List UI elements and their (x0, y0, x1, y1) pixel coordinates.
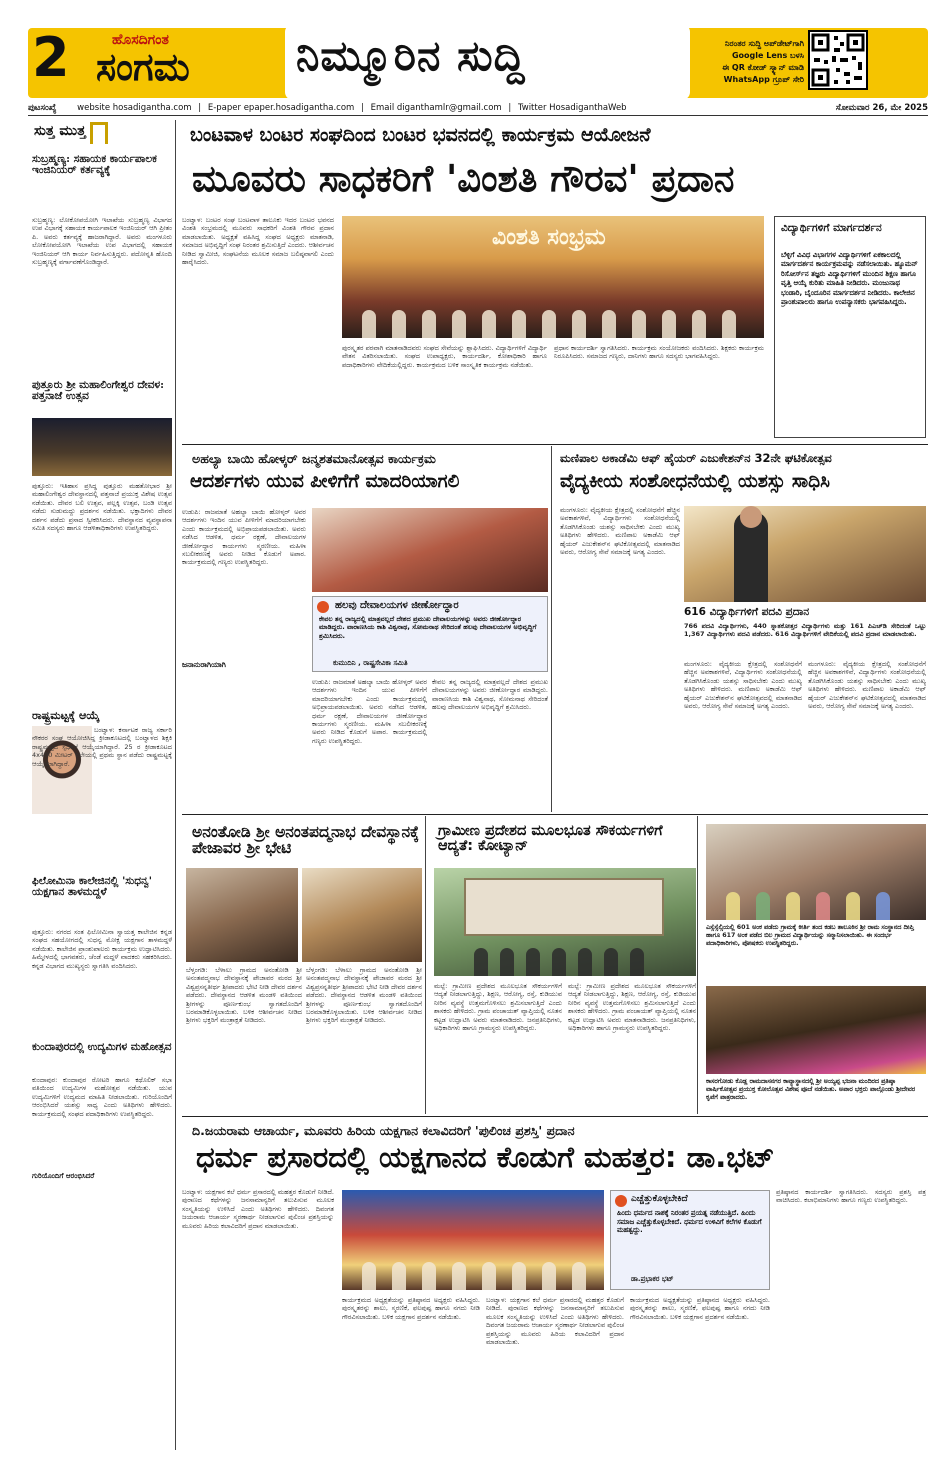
divider-1 (182, 444, 928, 445)
yakshagana-body-mid: ಕಾರ್ಯಕ್ರಮದ ಅಧ್ಯಕ್ಷತೆಯನ್ನು ಪ್ರತಿಷ್ಠಾನದ ಅಧ್ಯಕ್ಷರು ವಹಿಸಿದ್ದರು. ಪುರಸ್ಕೃತರನ್ನು ಶಾಲು, ಸ್ಮರಣಿಕೆ, ಫಲಪುಷ್ಪ ಹಾಗೂ ನಗದು ನೀಡಿ ಗೌರವಿಸಲಾಯಿತು. ಬಳಿಕ ಯಕ್ಷಗಾನ ಪ್ರದರ್ಶನ ನಡೆಯಿತು. (342, 1296, 480, 1321)
yakshagana-story (182, 1118, 928, 1450)
students-photo (706, 824, 926, 920)
ahilya-quote-author: ಕುಮುದಿನಿ , ರಾಷ್ಟ್ರಸೇವಿಕಾ ಸಮಿತಿ (333, 659, 408, 667)
qr-code-icon[interactable] (808, 30, 868, 90)
ahilya-body: ಉಡುಪಿ: ರಾಜಮಾತೆ ಅಹಲ್ಯಾ ಬಾಯಿ ಹೋಳ್ಕರ್ ಅವರ ಆದರ್ಶಗಳು ಇಂದಿನ ಯುವ ಪೀಳಿಗೆಗೆ ಮಾದರಿಯಾಗಬೇಕು ಎಂದು ಕಾರ್ಯಕ್ರಮದಲ್ಲಿ ಅಭಿಪ್ರಾಯಪಡಲಾಯಿತು. ಅವರು ನಡೆಸಿದ ಆಡಳಿತ, ಧರ್ಮ ರಕ್ಷಣೆ, ದೇವಾಲಯಗಳ ಜೀರ್ಣೋದ್ಧಾರ ಕಾರ್ಯಗಳು ಸ್ಮರಣೀಯ. ಮಹಿಳಾ ಸಬಲೀಕರಣಕ್ಕೆ ಅವರು ನೀಡಿದ ಕೊಡುಗೆ ಅಪಾರ. ಕಾರ್ಯಕ್ರಮದಲ್ಲಿ ಗಣ್ಯರು ಉಪಸ್ಥಿತರಿದ್ದರು. (182, 508, 306, 567)
sidebar-s3-body: ಬಂಟ್ವಾಳ: ಕರ್ನಾಟಕ ರಾಜ್ಯ ಸರ್ಕಾರಿ ನೌಕರರ ಸಂಘ ಆಯೋಜಿಸಿದ್ದ ಕ್ರೀಡಾಕೂಟದಲ್ಲಿ ಬಂಟ್ವಾಳದ ಶಿಕ್ಷಕಿ ರಾಷ್ಟ್ರಮಟ್ಟದ ಸ್ಪರ್ಧೆಗೆ ಆಯ್ಕೆಯಾಗಿದ್ದಾರೆ. 25 ರ ಕ್ರೀಡಾಕೂಟದ 4x400 ಮೀಟರ್ ರಿಲೇಯಲ್ಲಿ ಪ್ರಥಮ ಸ್ಥಾನ ಪಡೆದು ರಾಷ್ಟ್ರಮಟ್ಟಕ್ಕೆ ಆಯ್ಕೆಯಾಗಿದ್ದಾರೆ. (32, 726, 172, 768)
yakshagana-kicker: ದಿ.ಜಯರಾಮ ಆಚಾರ್ಯ, ಮೂವರು ಹಿರಿಯ ಯಕ್ಷಗಾನ ಕಲಾವಿದರಿಗೆ 'ಪುಲಿಂಚ ಪ್ರಶಸ್ತಿ' ಪ್ರದಾನ (192, 1123, 575, 1138)
sidebar-s5-title: ಕುಂದಾಪುರದಲ್ಲಿ ಉದ್ಯಮಿಗಳ ಮಹೋತ್ಸವ (32, 1041, 172, 1053)
lead-body-left: ಬಂಟ್ವಾಳ: ಬಂಟರ ಸಂಘ ಬಂಟವಾಳ ತಾಲೂಕು ಇದರ ಬಂಟರ ಭವನದ ವಿಂಶತಿ ಸಂಭ್ರಮದಲ್ಲಿ ಮೂವರು ಸಾಧಕರಿಗೆ ವಿಂಶತಿ ಗೌರವ ಪ್ರದಾನ ಮಾಡಲಾಯಿತು. ಅಧ್ಯಕ್ಷತೆ ವಹಿಸಿದ್ದ ಸಂಘದ ಅಧ್ಯಕ್ಷರು ಮಾತನಾಡಿ, ಸಮಾಜದ ಅಭಿವೃದ್ಧಿಗೆ ಸಂಘ ನಿರಂತರ ಶ್ರಮಿಸುತ್ತಿದೆ ಎಂದರು. ಆಶೀರ್ವಚನ ನೀಡಿದ ಸ್ವಾಮೀಜಿ, ಸಂಘಟನೆಯ ಮೂಲಕ ಸಮಾಜ ಬಲಿಷ್ಠವಾಗಲಿ ಎಂದು ಹಾರೈಸಿದರು. (182, 216, 334, 267)
divider-3 (182, 1116, 928, 1117)
yakshagana-body-right: ಪ್ರತಿಷ್ಠಾನದ ಕಾರ್ಯದರ್ಶಿ ಸ್ವಾಗತಿಸಿದರು. ಸದಸ್ಯರು ಪ್ರಶಸ್ತಿ ಪತ್ರ ವಾಚಿಸಿದರು. ಕಲಾಭಿಮಾನಿಗಳು ಹಾಗೂ ಗಣ್ಯರು ಉಪಸ್ಥಿತರಿದ್ದರು. (776, 1188, 926, 1205)
right-column (702, 816, 928, 1114)
ahilya-quote-title: ಹಲವು ದೇವಾಲಯಗಳ ಜೀರ್ಣೋದ್ಧಾರ (335, 600, 459, 611)
page-tag: ಪುಟಸಂಖ್ಯೆ (28, 103, 57, 113)
building-shape (464, 878, 664, 936)
yakshagana-quote-box (610, 1190, 770, 1290)
ananthodi-photo-2 (302, 868, 422, 962)
ahilya-kicker: ಅಹಲ್ಯಾ ಬಾಯಿ ಹೋಳ್ಕರ್ ಜನ್ಮಶತಮಾನೋತ್ಸವ ಕಾರ್ಯಕ್ರಮ (192, 451, 436, 466)
ahilya-body-2: ಉಡುಪಿ: ರಾಜಮಾತೆ ಅಹಲ್ಯಾ ಬಾಯಿ ಹೋಳ್ಕರ್ ಅವರ ಆದರ್ಶಗಳು ಇಂದಿನ ಯುವ ಪೀಳಿಗೆಗೆ ಮಾದರಿಯಾಗಬೇಕು ಎಂದು ಕಾರ್ಯಕ್ರಮದಲ್ಲಿ ಅಭಿಪ್ರಾಯಪಡಲಾಯಿತು. ಅವರು ನಡೆಸಿದ ಆಡಳಿತ, ಧರ್ಮ ರಕ್ಷಣೆ, ದೇವಾಲಯಗಳ ಜೀರ್ಣೋದ್ಧಾರ ಕಾರ್ಯಗಳು ಸ್ಮರಣೀಯ. ಮಹಿಳಾ ಸಬಲೀಕರಣಕ್ಕೆ ಅವರು ನೀಡಿದ ಕೊಡುಗೆ ಅಪಾರ. ಕಾರ್ಯಕ್ರಮದಲ್ಲಿ ಗಣ್ಯರು ಉಪಸ್ಥಿತರಿದ್ದರು. (312, 678, 427, 745)
temple-photo (32, 418, 172, 476)
lead-story (182, 120, 928, 442)
rural-story (430, 816, 698, 1114)
manipal-body: ಮಂಗಳೂರು: ವೈದ್ಯಕೀಯ ಕ್ಷೇತ್ರದಲ್ಲಿ ಸಂಶೋಧನೆಗೆ ಹೆಚ್ಚಿನ ಅವಕಾಶಗಳಿವೆ, ವಿದ್ಯಾರ್ಥಿಗಳು ಸಂಶೋಧನೆಯಲ್ಲಿ ತೊಡಗಿಸಿಕೊಂಡು ಯಶಸ್ಸು ಸಾಧಿಸಬೇಕು ಎಂದು ಮುಖ್ಯ ಅತಿಥಿಗಳು ಹೇಳಿದರು. ಮಣಿಪಾಲ ಅಕಾಡೆಮಿ ಆಫ್ ಹೈಯರ್ ಎಜುಕೇಶನ್‌ನ ಘಟಿಕೋತ್ಸವದಲ್ಲಿ ಮಾತನಾಡಿದ ಅವರು, ಆರೋಗ್ಯ ಸೇವೆ ಸಮಾಜಕ್ಕೆ ಅಗತ್ಯ ಎಂದರು. (560, 506, 680, 557)
lead-body-right: ಪ್ರಧಾನ ಕಾರ್ಯದರ್ಶಿ ಸ್ವಾಗತಿಸಿದರು. ಕಾರ್ಯಕ್ರಮ ಸಂಯೋಜಕರು ವಂದಿಸಿದರು. ಶಿಕ್ಷಕರು ಕಾರ್ಯಕ್ರಮ ನಿರೂಪಿಸಿದರು. ಸಮಾಜದ ಗಣ್ಯರು, ದಾನಿಗಳು ಹಾಗೂ ಸದಸ್ಯರು ಭಾಗವಹಿಸಿದ್ದರು. (554, 344, 764, 361)
yakshagana-quote-body: ಹಿಂದು ಧರ್ಮದ ನಾಶಕ್ಕೆ ನಿರಂತರ ಪ್ರಯತ್ನ ನಡೆಯುತ್ತಿದೆ. ಹಿಂದು ಸಮಾಜ ಎಚ್ಚೆತ್ತುಕೊಳ್ಳಬೇಕಿದೆ. ಧರ್ಮದ ಉಳಿವಿಗೆ ಕಲೆಗಳ ಕೊಡುಗೆ ಮಹತ್ವದ್ದು. (617, 1209, 762, 1235)
yakshagana-photo (342, 1190, 604, 1290)
manipal-story (556, 446, 928, 812)
ahilya-headline: ಆದರ್ಶಗಳು ಯುವ ಪೀಳಿಗೆಗೆ ಮಾದರಿಯಾಗಲಿ (190, 471, 460, 492)
lead-body-mid: ಪುರಸ್ಕೃತರ ಪರವಾಗಿ ಮಾತನಾಡಿದವರು ಸಂಘದ ಸೇವೆಯನ್ನು ಶ್ಲಾಘಿಸಿದರು. ವಿದ್ಯಾರ್ಥಿಗಳಿಗೆ ವಿದ್ಯಾರ್ಥಿ ವೇತನ ವಿತರಿಸಲಾಯಿತು. ಸಂಘದ ಉಪಾಧ್ಯಕ್ಷರು, ಕಾರ್ಯದರ್ಶಿ, ಕೋಶಾಧಿಕಾರಿ ಹಾಗೂ ಪದಾಧಿಕಾರಿಗಳು ವೇದಿಕೆಯಲ್ಲಿದ್ದರು. ಕಾರ್ಯಕ್ರಮದ ಬಳಿಕ ಸಾಂಸ್ಕೃತಿಕ ಕಾರ್ಯಕ್ರಮ ನಡೆಯಿತು. (342, 344, 547, 369)
manipal-body-2: ಮಂಗಳೂರು: ವೈದ್ಯಕೀಯ ಕ್ಷೇತ್ರದಲ್ಲಿ ಸಂಶೋಧನೆಗೆ ಹೆಚ್ಚಿನ ಅವಕಾಶಗಳಿವೆ, ವಿದ್ಯಾರ್ಥಿಗಳು ಸಂಶೋಧನೆಯಲ್ಲಿ ತೊಡಗಿಸಿಕೊಂಡು ಯಶಸ್ಸು ಸಾಧಿಸಬೇಕು ಎಂದು ಮುಖ್ಯ ಅತಿಥಿಗಳು ಹೇಳಿದರು. ಮಣಿಪಾಲ ಅಕಾಡೆಮಿ ಆಫ್ ಹೈಯರ್ ಎಜುಕೇಶನ್‌ನ ಘಟಿಕೋತ್ಸವದಲ್ಲಿ ಮಾತನಾಡಿದ ಅವರು, ಆರೋಗ್ಯ ಸೇವೆ ಸಮಾಜಕ್ಕೆ ಅಗತ್ಯ ಎಂದರು. (684, 660, 802, 711)
masthead (0, 0, 945, 118)
manipal-headline: ವೈದ್ಯಕೀಯ ಸಂಶೋಧನೆಯಲ್ಲಿ ಯಶಸ್ಸು ಸಾಧಿಸಿ (560, 471, 830, 492)
guidance-body: ಬೆಳ್ಳಿಗೆ ವಿವಿಧ ವಿಭಾಗಗಳ ವಿದ್ಯಾರ್ಥಿಗಳಿಗೆ ಏಕಕಾಲದಲ್ಲಿ ಮಾರ್ಗದರ್ಶನ ಕಾರ್ಯಕ್ರಮವನ್ನು ನಡೆಸಲಾಯಿತು. ಹ್ಯೂಮನ್ ರಿಸೋರ್ಸ್‌ನ ತಜ್ಞರು ವಿದ್ಯಾರ್ಥಿಗಳಿಗೆ ಮುಂದಿನ ಶಿಕ್ಷಣ ಹಾಗೂ ವೃತ್ತಿ ಆಯ್ಕೆ ಕುರಿತು ಮಾಹಿತಿ ನೀಡಿದರು. ಮಂಜುನಾಥ ಭಂಡಾರಿ, ಬೈಂದೂರಿನ ಮಾರ್ಗದರ್ಶನ ನೀಡಿದರು. ಕಾಲೇಜಿನ ಪ್ರಾಂಶುಪಾಲರು ಹಾಗೂ ಉಪನ್ಯಾಸಕರು ಭಾಗವಹಿಸಿದ್ದರು. (781, 251, 918, 307)
sidebar-header: ಸುತ್ತ ಮುತ್ತ (34, 123, 86, 139)
manipal-sub-body: 766 ಪದವಿ ವಿದ್ಯಾರ್ಥಿಗಳು, 440 ಸ್ನಾತಕೋತ್ತರ ವಿದ್ಯಾರ್ಥಿಗಳು ಮತ್ತು 161 ಪಿಎಚ್‌ಡಿ ಸೇರಿದಂತೆ ಒಟ್ಟು 1,367 ವಿದ್ಯಾರ್ಥಿಗಳು ಪದವಿ ಪಡೆದರು. 616 ವಿದ್ಯಾರ್ಥಿಗಳಿಗೆ ವೇದಿಕೆಯಲ್ಲಿ ಪದವಿ ಪ್ರದಾನ ಮಾಡಲಾಯಿತು. (684, 622, 926, 639)
ananthodi-body-2: ಬೆಳ್ತಂಗಡಿ: ಬೆಳಾಲು ಗ್ರಾಮದ ಅನಂತೋಡಿ ಶ್ರೀ ಅನಂತಪದ್ಮನಾಭ ದೇವಸ್ಥಾನಕ್ಕೆ ಪೇಜಾವರ ಮಠದ ಶ್ರೀ ವಿಶ್ವಪ್ರಸನ್ನತೀರ್ಥ ಶ್ರೀಪಾದರು ಭೇಟಿ ನೀಡಿ ದೇವರ ದರ್ಶನ ಪಡೆದರು. ದೇವಸ್ಥಾನದ ಆಡಳಿತ ಮಂಡಳಿ ವತಿಯಿಂದ ಶ್ರೀಗಳನ್ನು ಪೂರ್ಣಕುಂಭ ಸ್ವಾಗತದೊಂದಿಗೆ ಬರಮಾಡಿಕೊಳ್ಳಲಾಯಿತು. ಬಳಿಕ ಆಶೀರ್ವಚನ ನೀಡಿದ ಶ್ರೀಗಳು ಭಕ್ತರಿಗೆ ಮಂತ್ರಾಕ್ಷತೆ ನೀಡಿದರು. (306, 966, 422, 1025)
sidebar-s5-body: ಕುಂದಾಪುರ: ಕುಂದಾಪುರ ರೋಟರಿ ಹಾಗೂ ಕಥೊಲಿಕ್ ಸಭಾ ವತಿಯಿಂದ ಉದ್ಯಮಿಗಳ ಮಹೋತ್ಸವ ನಡೆಯಿತು. ಯುವ ಉದ್ಯಮಿಗಳಿಗೆ ಉದ್ಯಮದ ಮಾಹಿತಿ ನೀಡಲಾಯಿತು. ಗುರಿಯೊಂದಿಗೆ ಆರಂಭಿಸಿದರೆ ಯಶಸ್ಸು ಸಾಧ್ಯ ಎಂದು ಅತಿಥಿಗಳು ಹೇಳಿದರು. ಕಾರ್ಯಕ್ರಮದಲ್ಲಿ ಸಂಘದ ಪದಾಧಿಕಾರಿಗಳು ಉಪಸ್ಥಿತರಿದ್ದರು. (32, 1076, 172, 1118)
ahilya-body-3: ಕೇವಲ ತನ್ನ ರಾಜ್ಯದಲ್ಲಿ ಮಾತ್ರವಲ್ಲದೆ ದೇಶದ ಪ್ರಮುಖ ದೇವಾಲಯಗಳನ್ನು ಅವರು ಜೀರ್ಣೋದ್ಧಾರ ಮಾಡಿದ್ದರು. ವಾರಾಣಸಿಯ ಕಾಶಿ ವಿಶ್ವನಾಥ, ಸೋಮನಾಥ ಸೇರಿದಂತೆ ಹಲವು ದೇವಾಲಯಗಳ ಅಭಿವೃದ್ಧಿಗೆ ಶ್ರಮಿಸಿದರು. (432, 678, 548, 712)
brand-main: ಸಂಗಮ (96, 45, 190, 89)
page-number: 2 (32, 26, 70, 89)
temple-caption: ಕಾಸರಗೋಡು ಕೊಡ್ಲ ರಾಮದಾಸನಗರ ಕಾವ್ಯಾಸ್ಥಾನದಲ್ಲಿ ಶ್ರೀ ಅಯ್ಯಪ್ಪ ಭಜನಾ ಮಂದಿರದ ಪ್ರತಿಷ್ಠಾ ವಾರ್ಷಿಕೋತ್ಸವ ಪ್ರಯುಕ್ತ ಕೋಲೊತ್ಸವ ವಿಶೇಷ ಪೂಜೆ ನಡೆಯಿತು. ಅಪಾರ ಭಕ್ತರು ಪಾಲ್ಗೊಂಡು ಶ್ರೀದೇವರ ಕೃಪೆಗೆ ಪಾತ್ರರಾದರು. (706, 1078, 916, 1101)
lead-headline: ಮೂವರು ಸಾಧಕರಿಗೆ 'ವಿಂಶತಿ ಗೌರವ' ಪ್ರದಾನ (192, 157, 735, 200)
manipal-photo (684, 506, 926, 602)
ananthodi-headline: ಅನಂತೋಡಿ ಶ್ರೀ ಅನಂತಪದ್ಮನಾಭ ದೇವಸ್ಥಾನಕ್ಕೆ ಪೇಜಾವರ ಶ್ರೀ ಭೇಟಿ (192, 823, 420, 858)
sidebar-s1-body: ಸುಬ್ರಹ್ಮಣ್ಯ: ಲೋಕೋಪಯೋಗಿ ಇಲಾಖೆಯ ಸುಬ್ರಹ್ಮಣ್ಯ ವಿಭಾಗದ ಉಪ ವಿಭಾಗಕ್ಕೆ ಸಹಾಯಕ ಕಾರ್ಯಪಾಲಕ ಇಂಜಿನಿಯರ್ ಆಗಿ ಪ್ರೀತಂ ಪಿ. ಅವರು ಕರ್ತವ್ಯಕ್ಕೆ ಹಾಜರಾಗಿದ್ದಾರೆ. ಅವರು ಮಂಗಳೂರು ಲೋಕೋಪಯೋಗಿ ಇಲಾಖೆಯ ಉಪ ವಿಭಾಗದಲ್ಲಿ ಸಹಾಯಕ ಇಂಜಿನಿಯರ್ ಆಗಿ ಕಾರ್ಯ ನಿರ್ವಹಿಸುತ್ತಿದ್ದರು. ಪದೋನ್ನತಿ ಹೊಂದಿ ಸುಬ್ರಹ್ಮಣ್ಯಕ್ಕೆ ವರ್ಗಾವಣೆಗೊಂಡಿದ್ದಾರೆ. (32, 216, 172, 267)
divider-2 (182, 814, 928, 815)
lead-kicker: ಬಂಟವಾಳ ಬಂಟರ ಸಂಘದಿಂದ ಬಂಟರ ಭವನದಲ್ಲಿ ಕಾರ್ಯಕ್ರಮ ಆಯೋಜನೆ (190, 124, 651, 146)
manipal-subhead: 616 ವಿದ್ಯಾರ್ಥಿಗಳಿಗೆ ಪದವಿ ಪ್ರದಾನ (684, 606, 810, 618)
sidebar-s2-body: ಪುತ್ತೂರು: ಇತಿಹಾಸ ಪ್ರಸಿದ್ಧ ಪುತ್ತೂರು ಮಹತೋಭಾರ ಶ್ರೀ ಮಹಾಲಿಂಗೇಶ್ವರ ದೇವಸ್ಥಾನದಲ್ಲಿ ಪತ್ತನಾಜೆ ಪ್ರಯುಕ್ತ ವಿಶೇಷ ಉತ್ಸವ ನಡೆಯಿತು. ದೇವರ ಬಲಿ ಉತ್ಸವ, ಪಲ್ಲಕ್ಕಿ ಉತ್ಸವ, ಬಂಡಿ ಉತ್ಸವ ನಡೆದು ಸುಡುಮದ್ದು ಪ್ರದರ್ಶನ ನಡೆಯಿತು. ಭಕ್ತಾದಿಗಳು ದೇವರ ದರ್ಶನ ಪಡೆದು ಪ್ರಸಾದ ಸ್ವೀಕರಿಸಿದರು. ದೇವಸ್ಥಾನದ ವ್ಯವಸ್ಥಾಪನಾ ಸಮಿತಿ ಸದಸ್ಯರು ಹಾಗೂ ಆಡಳಿತಾಧಿಕಾರಿಗಳು ಉಪಸ್ಥಿತರಿದ್ದರು. (32, 482, 172, 533)
rural-body: ಮಲ್ಪೆ: ಗ್ರಾಮೀಣ ಪ್ರದೇಶದ ಮೂಲಭೂತ ಸೌಕರ್ಯಗಳಿಗೆ ಆದ್ಯತೆ ನೀಡಲಾಗುತ್ತಿದ್ದು, ಶಿಕ್ಷಣ, ಆರೋಗ್ಯ, ರಸ್ತೆ, ಕುಡಿಯುವ ನೀರಿನ ವ್ಯವಸ್ಥೆ ಉತ್ತಮಗೊಳಿಸಲು ಶ್ರಮಿಸಲಾಗುತ್ತಿದೆ ಎಂದು ಶಾಸಕರು ಹೇಳಿದರು. ಗ್ರಾಮ ಪಂಚಾಯತ್ ವ್ಯಾಪ್ತಿಯಲ್ಲಿ ನೂತನ ಕಟ್ಟಡ ಉದ್ಘಾಟಿಸಿ ಅವರು ಮಾತನಾಡಿದರು. ಜನಪ್ರತಿನಿಧಿಗಳು, ಅಧಿಕಾರಿಗಳು ಹಾಗೂ ಗ್ರಾಮಸ್ಥರು ಉಪಸ್ಥಿತರಿದ್ದರು. (434, 982, 562, 1033)
yakshagana-body-left: ಬಂಟ್ವಾಳ: ಯಕ್ಷಗಾನ ಕಲೆ ಧರ್ಮ ಪ್ರಸಾರದಲ್ಲಿ ಮಹತ್ತರ ಕೊಡುಗೆ ನೀಡಿದೆ. ಪುರಾಣದ ಕಥೆಗಳನ್ನು ಜನಸಾಮಾನ್ಯರಿಗೆ ತಲುಪಿಸುವ ಮೂಲಕ ಸಂಸ್ಕೃತಿಯನ್ನು ಉಳಿಸಿದೆ ಎಂದು ಅತಿಥಿಗಳು ಹೇಳಿದರು. ದಿವಂಗತ ಜಯರಾಮ ಆಚಾರ್ಯ ಸ್ಮರಣಾರ್ಥ ನೀಡಲಾಗುವ ಪುಲಿಂಚ ಪ್ರಶಸ್ತಿಯನ್ನು ಮೂವರು ಹಿರಿಯ ಕಲಾವಿದರಿಗೆ ಪ್ರದಾನ ಮಾಡಲಾಯಿತು. (182, 1188, 334, 1230)
sidebar-s4-body: ಪುತ್ತೂರು: ನಗರದ ಸಂತ ಫಿಲೋಮಿನಾ ಸ್ವಾಯತ್ತ ಕಾಲೇಜಿನ ಕನ್ನಡ ಸಂಘದ ಸಹಯೋಗದಲ್ಲಿ ಸುಧನ್ವ ಮೋಕ್ಷ ಯಕ್ಷಗಾನ ತಾಳಮದ್ದಳೆ ನಡೆಯಿತು. ಕಾಲೇಜಿನ ಪ್ರಾಂಶುಪಾಲರು ಕಾರ್ಯಕ್ರಮ ಉದ್ಘಾಟಿಸಿದರು. ಹಿಮ್ಮೇಳದಲ್ಲಿ ಭಾಗವತರು, ಚೆಂಡೆ ಮದ್ದಳೆ ವಾದಕರು ಸಹಕರಿಸಿದರು. ಕನ್ನಡ ವಿಭಾಗದ ಮುಖ್ಯಸ್ಥರು ಸ್ವಾಗತಿಸಿ ವಂದಿಸಿದರು. (32, 928, 172, 970)
sidebar (28, 120, 176, 1450)
rural-photo (434, 868, 696, 976)
email-link[interactable]: Email diganthamlr@gmail.com (370, 103, 502, 113)
guidance-box (774, 216, 926, 438)
pillar-icon (90, 122, 108, 144)
ahilya-subhead: ಜನಾನುರಾಗಿಯಾಗಿ (182, 660, 306, 670)
sidebar-subhead: ಗುರಿಯೊಂದಿಗೆ ಆರಂಭಿಸಿದರೆ (32, 1172, 172, 1181)
guidance-title: ವಿದ್ಯಾರ್ಥಿಗಳಿಗೆ ಮಾರ್ಗದರ್ಶನ (781, 222, 882, 234)
website-link[interactable]: website hosadigantha.com (77, 103, 192, 113)
sidebar-s3-title: ರಾಷ್ಟ್ರಮಟ್ಟಕ್ಕೆ ಆಯ್ಕೆ (32, 709, 100, 722)
lead-photo-banner: ವಿಂಶತಿ ಸಂಭ್ರಮ (492, 224, 606, 250)
yakshagana-body-mid-2: ಬಂಟ್ವಾಳ: ಯಕ್ಷಗಾನ ಕಲೆ ಧರ್ಮ ಪ್ರಸಾರದಲ್ಲಿ ಮಹತ್ತರ ಕೊಡುಗೆ ನೀಡಿದೆ. ಪುರಾಣದ ಕಥೆಗಳನ್ನು ಜನಸಾಮಾನ್ಯರಿಗೆ ತಲುಪಿಸುವ ಮೂಲಕ ಸಂಸ್ಕೃತಿಯನ್ನು ಉಳಿಸಿದೆ ಎಂದು ಅತಿಥಿಗಳು ಹೇಳಿದರು. ದಿವಂಗತ ಜಯರಾಮ ಆಚಾರ್ಯ ಸ್ಮರಣಾರ್ಥ ನೀಡಲಾಗುವ ಪುಲಿಂಚ ಪ್ರಶಸ್ತಿಯನ್ನು ಮೂವರು ಹಿರಿಯ ಕಲಾವಿದರಿಗೆ ಪ್ರದಾನ ಮಾಡಲಾಯಿತು. (486, 1296, 624, 1347)
quote-icon (317, 601, 329, 613)
ahilya-photo (312, 508, 548, 592)
yakshagana-body-mid-3: ಕಾರ್ಯಕ್ರಮದ ಅಧ್ಯಕ್ಷತೆಯನ್ನು ಪ್ರತಿಷ್ಠಾನದ ಅಧ್ಯಕ್ಷರು ವಹಿಸಿದ್ದರು. ಪುರಸ್ಕೃತರನ್ನು ಶಾಲು, ಸ್ಮರಣಿಕೆ, ಫಲಪುಷ್ಪ ಹಾಗೂ ನಗದು ನೀಡಿ ಗೌರವಿಸಲಾಯಿತು. ಬಳಿಕ ಯಕ್ಷಗಾನ ಪ್ರದರ್ಶನ ನಡೆಯಿತು. (630, 1296, 770, 1321)
section-title: ನಿಮ್ಮೂರಿನ ಸುದ್ದಿ (296, 31, 526, 80)
yakshagana-quote-title: ಎಚ್ಚೆತ್ತುಕೊಳ್ಳಬೇಕಿದೆ (631, 1194, 688, 1204)
info-strip: ಪುಟಸಂಖ್ಯೆ website hosadigantha.com | E-paper epaper.hosadigantha.com | Email diganthamlr@gmail.com | Twitter HosadiganthaWeb ಸೋಮವಾರ 26, ಮೇ 2025 (28, 100, 928, 116)
speaker-head (740, 506, 762, 528)
sidebar-s2-title: ಪುತ್ತೂರು ಶ್ರೀ ಮಹಾಲಿಂಗೇಶ್ವರ ದೇವಳ: ಪತ್ತನಾಜೆ ಉತ್ಸವ (32, 379, 164, 403)
twitter-link[interactable]: Twitter HosadiganthaWeb (517, 103, 627, 113)
sidebar-s4-title: ಫಿಲೋಮಿನಾ ಕಾಲೇಜಿನಲ್ಲಿ 'ಸುಧನ್ವ' ಯಕ್ಷಗಾನ ತಾಳಮದ್ದಳೆ (32, 875, 152, 899)
sidebar-s1-title: ಸುಬ್ರಹ್ಮಣ್ಯ: ಸಹಾಯಕ ಕಾರ್ಯಪಾಲಕ ಇಂಜಿನಿಯರ್ ಕರ್ತವ್ಯಕ್ಕೆ (32, 153, 157, 177)
yakshagana-quote-author: ಡಾ.ಪ್ರಭಾಕರ ಭಟ್ (631, 1275, 674, 1283)
brand-top: ಹೊಸದಿಗಂತ (112, 32, 169, 48)
manipal-body-3: ಮಂಗಳೂರು: ವೈದ್ಯಕೀಯ ಕ್ಷೇತ್ರದಲ್ಲಿ ಸಂಶೋಧನೆಗೆ ಹೆಚ್ಚಿನ ಅವಕಾಶಗಳಿವೆ, ವಿದ್ಯಾರ್ಥಿಗಳು ಸಂಶೋಧನೆಯಲ್ಲಿ ತೊಡಗಿಸಿಕೊಂಡು ಯಶಸ್ಸು ಸಾಧಿಸಬೇಕು ಎಂದು ಮುಖ್ಯ ಅತಿಥಿಗಳು ಹೇಳಿದರು. ಮಣಿಪಾಲ ಅಕಾಡೆಮಿ ಆಫ್ ಹೈಯರ್ ಎಜುಕೇಶನ್‌ನ ಘಟಿಕೋತ್ಸವದಲ್ಲಿ ಮಾತನಾಡಿದ ಅವರು, ಆರೋಗ್ಯ ಸೇವೆ ಸಮಾಜಕ್ಕೆ ಅಗತ್ಯ ಎಂದರು. (808, 660, 926, 711)
ahilya-quote-box (312, 596, 548, 672)
yakshagana-headline: ಧರ್ಮ ಪ್ರಸಾರದಲ್ಲಿ ಯಕ್ಷಗಾನದ ಕೊಡುಗೆ ಮಹತ್ತರ: ಡಾ.ಭಟ್ (196, 1140, 775, 1174)
ananthodi-photo-1 (186, 868, 298, 962)
epaper-link[interactable]: E-paper epaper.hosadigantha.com (207, 103, 355, 113)
ahilya-quote-body: ಕೇವಲ ತನ್ನ ರಾಜ್ಯದಲ್ಲಿ ಮಾತ್ರವಲ್ಲದೆ ದೇಶದ ಪ್ರಮುಖ ದೇವಾಲಯಗಳನ್ನು ಅವರು ಜೀರ್ಣೋದ್ಧಾರ ಮಾಡಿದ್ದರು. ವಾರಾಣಸಿಯ ಕಾಶಿ ವಿಶ್ವನಾಥ, ಸೋಮನಾಥ ಸೇರಿದಂತೆ ಹಲವು ದೇವಾಲಯಗಳ ಅಭಿವೃದ್ಧಿಗೆ ಶ್ರಮಿಸಿದರು. (319, 615, 537, 640)
date-label: ಸೋಮವಾರ 26, ಮೇ 2025 (835, 103, 928, 113)
lead-photo (342, 216, 764, 338)
ananthodi-body: ಬೆಳ್ತಂಗಡಿ: ಬೆಳಾಲು ಗ್ರಾಮದ ಅನಂತೋಡಿ ಶ್ರೀ ಅನಂತಪದ್ಮನಾಭ ದೇವಸ್ಥಾನಕ್ಕೆ ಪೇಜಾವರ ಮಠದ ಶ್ರೀ ವಿಶ್ವಪ್ರಸನ್ನತೀರ್ಥ ಶ್ರೀಪಾದರು ಭೇಟಿ ನೀಡಿ ದೇವರ ದರ್ಶನ ಪಡೆದರು. ದೇವಸ್ಥಾನದ ಆಡಳಿತ ಮಂಡಳಿ ವತಿಯಿಂದ ಶ್ರೀಗಳನ್ನು ಪೂರ್ಣಕುಂಭ ಸ್ವಾಗತದೊಂದಿಗೆ ಬರಮಾಡಿಕೊಳ್ಳಲಾಯಿತು. ಬಳಿಕ ಆಶೀರ್ವಚನ ನೀಡಿದ ಶ್ರೀಗಳು ಭಕ್ತರಿಗೆ ಮಂತ್ರಾಕ್ಷತೆ ನೀಡಿದರು. (186, 966, 302, 1025)
ananthodi-story (182, 816, 426, 1114)
quote-icon-2 (615, 1195, 627, 1207)
rural-body-2: ಮಲ್ಪೆ: ಗ್ರಾಮೀಣ ಪ್ರದೇಶದ ಮೂಲಭೂತ ಸೌಕರ್ಯಗಳಿಗೆ ಆದ್ಯತೆ ನೀಡಲಾಗುತ್ತಿದ್ದು, ಶಿಕ್ಷಣ, ಆರೋಗ್ಯ, ರಸ್ತೆ, ಕುಡಿಯುವ ನೀರಿನ ವ್ಯವಸ್ಥೆ ಉತ್ತಮಗೊಳಿಸಲು ಶ್ರಮಿಸಲಾಗುತ್ತಿದೆ ಎಂದು ಶಾಸಕರು ಹೇಳಿದರು. ಗ್ರಾಮ ಪಂಚಾಯತ್ ವ್ಯಾಪ್ತಿಯಲ್ಲಿ ನೂತನ ಕಟ್ಟಡ ಉದ್ಘಾಟಿಸಿ ಅವರು ಮಾತನಾಡಿದರು. ಜನಪ್ರತಿನಿಧಿಗಳು, ಅಧಿಕಾರಿಗಳು ಹಾಗೂ ಗ್ರಾಮಸ್ಥರು ಉಪಸ್ಥಿತರಿದ್ದರು. (568, 982, 696, 1033)
ahilya-story (182, 446, 552, 812)
students-caption: ಎಸ್ಸೆಸ್ಸೆಲ್ಸಿಯಲ್ಲಿ 601 ಅಂಕ ಪಡೆದು ಗ್ರಾಮಕ್ಕೆ ಕೀರ್ತಿ ತಂದ ಕಡಬ ತಾಲೂಕಿನ ಶ್ರೀ ರಾಮ ಸಂಸ್ಥಾನದ ದೀಪ್ತಿ ಹಾಗೂ 617 ಅಂಕ ಪಡೆದ ಬಿಲ ಗ್ರಾಮದ ವಿದ್ಯಾರ್ಥಿಯನ್ನು ಸನ್ಮಾನಿಸಲಾಯಿತು. ಈ ಸಂದರ್ಭ ಪದಾಧಿಕಾರಿಗಳು, ಪೋಷಕರು ಉಪಸ್ಥಿತರಿದ್ದರು. (706, 924, 914, 947)
qr-text: ನಿರಂತರ ಸುದ್ದಿ ಅಪ್‌ಡೇಟ್‌ಗಾಗಿ Google Lens ಬಳಸಿ ಈ QR ಕೋಡ್ ಸ್ಕ್ಯಾನ್ ಮಾಡಿ WhatsApp ಗ್ರೂಪ್ ಸೇರಿ (722, 39, 804, 84)
temple-ritual-photo (706, 986, 926, 1074)
rural-headline: ಗ್ರಾಮೀಣ ಪ್ರದೇಶದ ಮೂಲಭೂತ ಸೌಕರ್ಯಗಳಿಗೆ ಆದ್ಯತೆ: ಕೋಟ್ಯಾನ್ (438, 823, 663, 855)
manipal-kicker: ಮಣಿಪಾಲ ಅಕಾಡೆಮಿ ಆಫ್ ಹೈಯರ್ ಎಜುಕೇಶನ್‌ನ 32ನೇ ಘಟಿಕೋತ್ಸವ (560, 451, 832, 465)
